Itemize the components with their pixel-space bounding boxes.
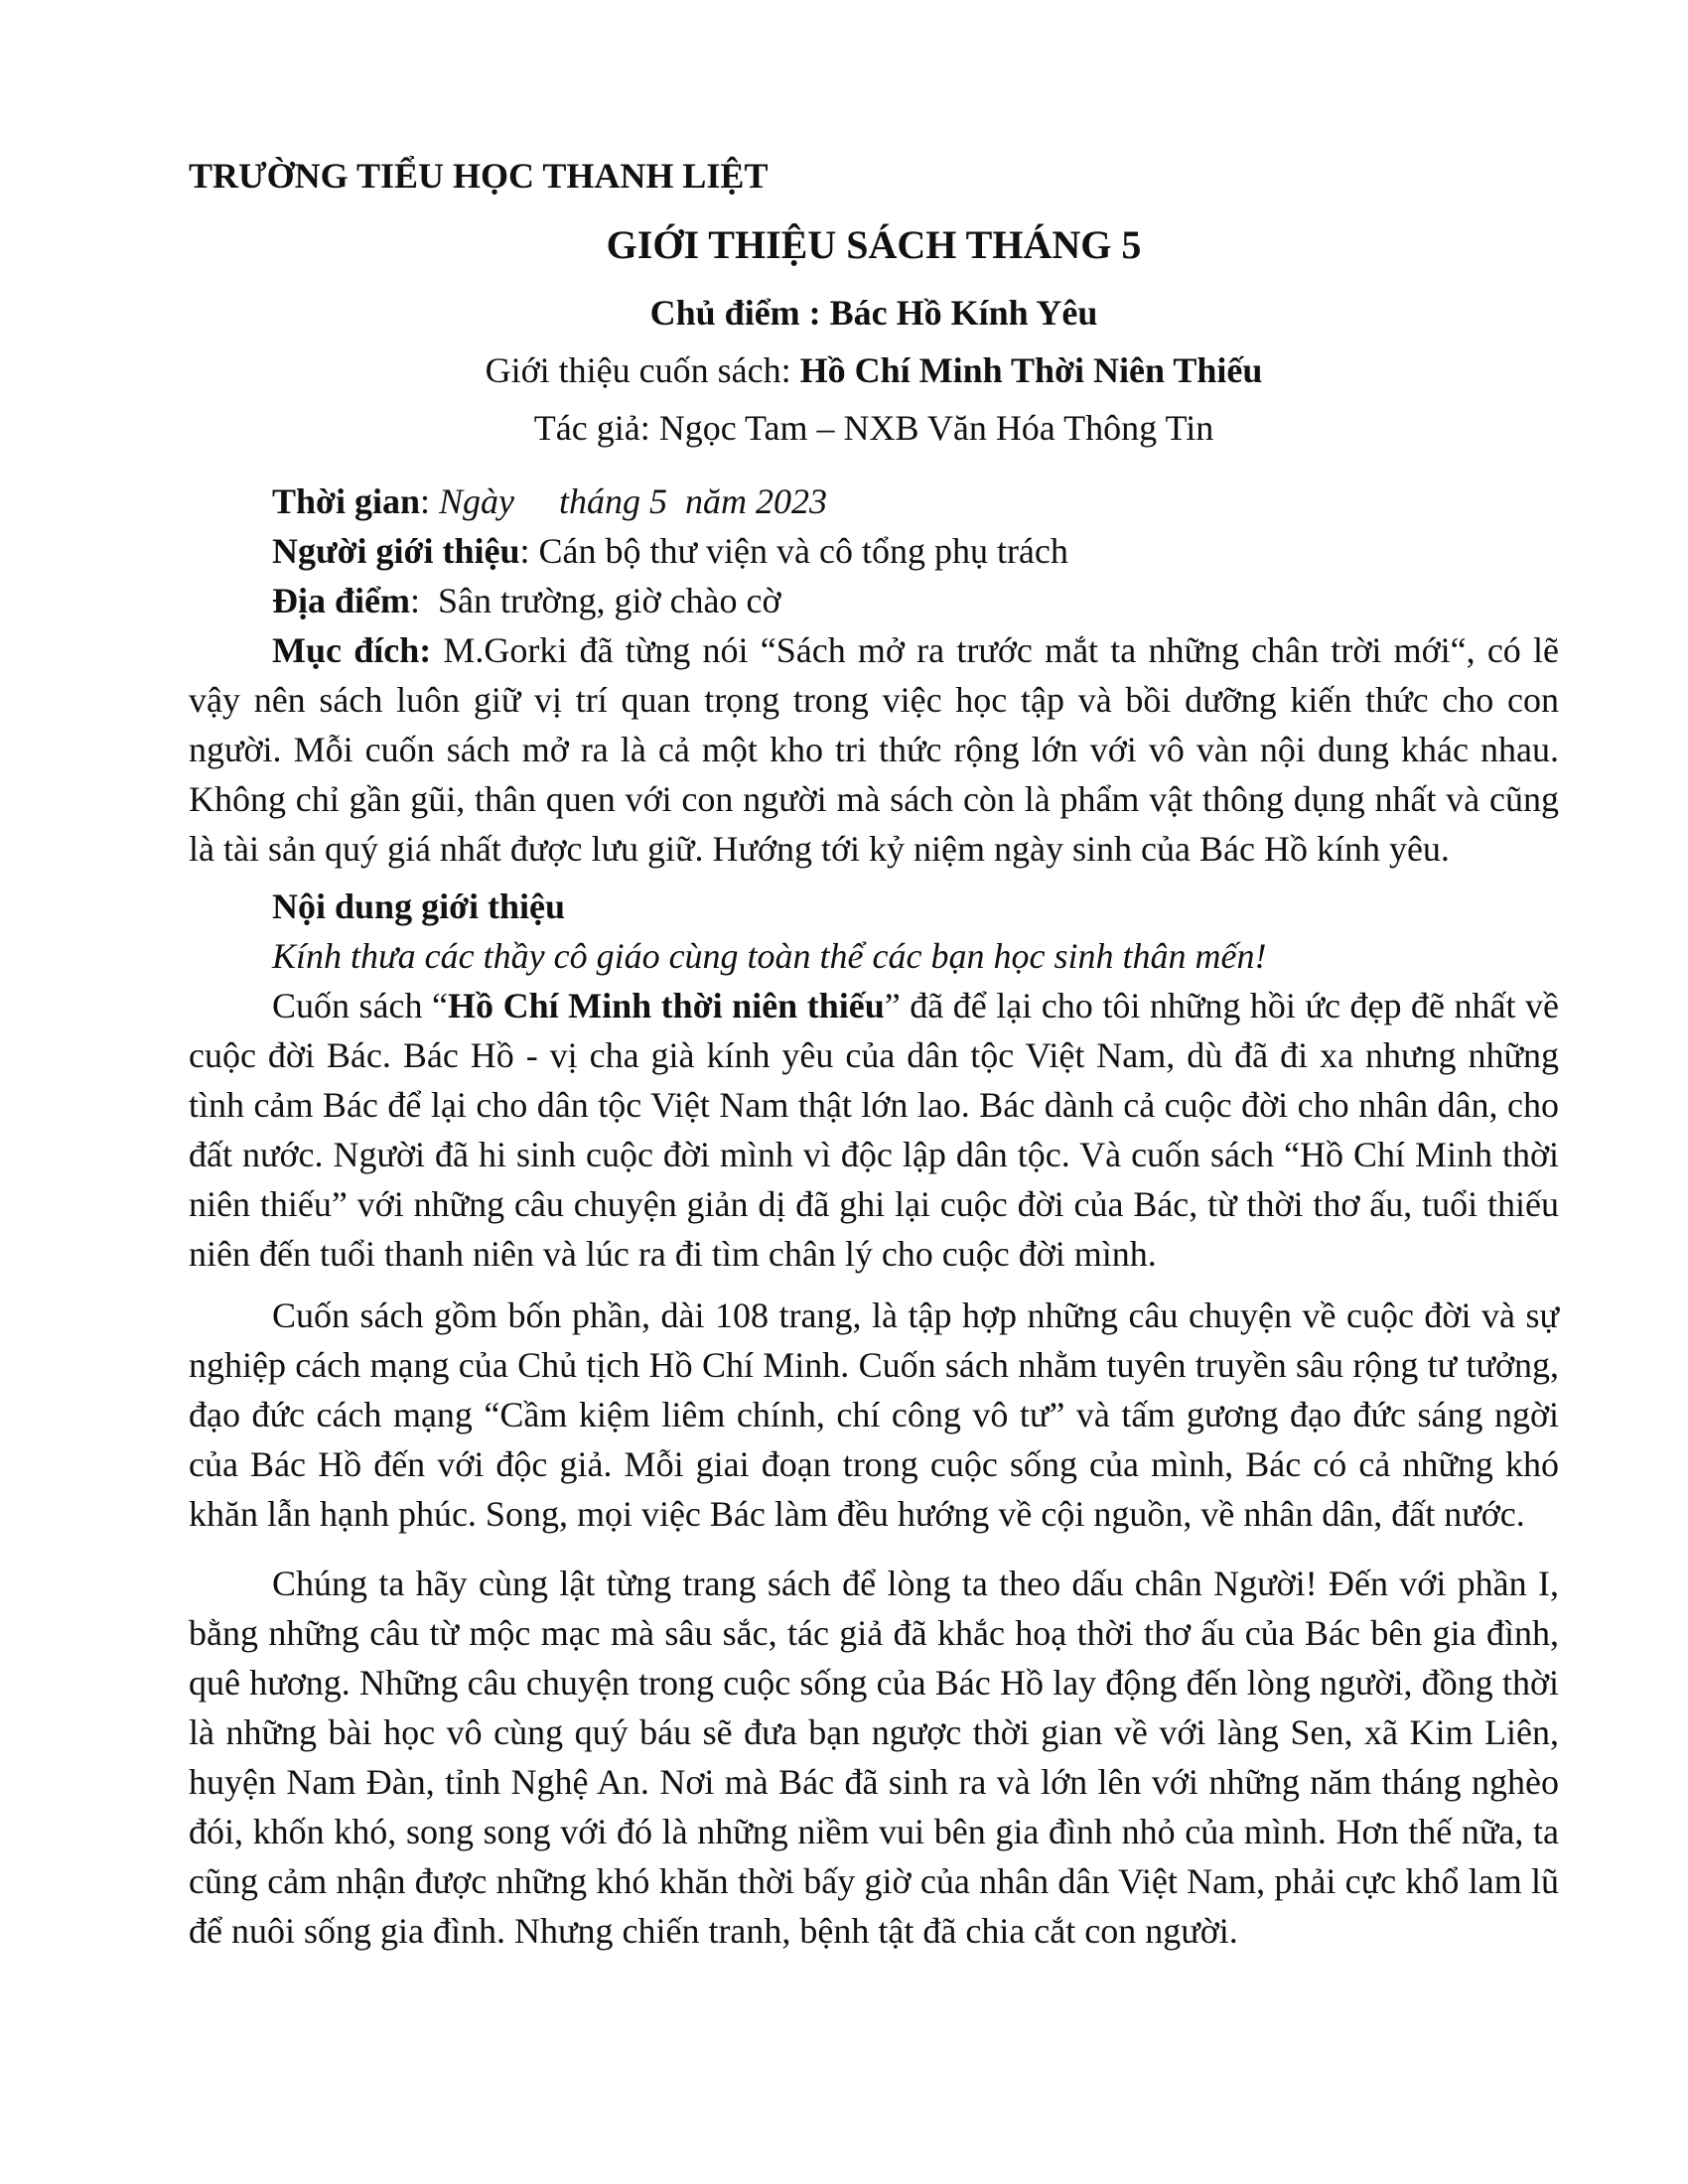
paragraph-3: Chúng ta hãy cùng lật từng trang sách để lòng ta theo dấu chân Người! Đến với phần I, bằng những câu từ mộc mạc mà sâu sắc, tác giả đã khắc hoạ thời thơ ấu của Bác bên gia đình, quê hương. Những câu chuyện trong cuộc sống của Bác Hồ lay động đến lòng người, đồng thời là những bài học vô cùng quý báu sẽ đưa bạn ngược thời gian về với làng Sen, xã Kim Liên, huyện Nam Đàn, tỉnh Nghệ An. Nơi mà Bác đã sinh ra và lớn lên với những năm tháng nghèo đói, khốn khó, song song với đó là những niềm vui bên gia đình nhỏ của mình. Hơn thế nữa, ta cũng cảm nhận được những khó khăn thời bấy giờ của nhân dân Việt Nam, phải cực khổ lam lũ để nuôi sống gia đình. Nhưng chiến tranh, bệnh tật đã chia cắt con người. bbox=[189, 1564, 1559, 1951]
para1-book-title: Hồ Chí Minh thời niên thiếu bbox=[448, 986, 885, 1025]
book-line bbox=[189, 345, 1559, 395]
time-sep: : bbox=[420, 481, 440, 521]
paragraph-1 bbox=[189, 981, 1559, 1279]
greeting-line: Kính thưa các thầy cô giáo cùng toàn thể các bạn học sinh thân mến! bbox=[272, 936, 1267, 976]
theme-line: Chủ điểm : Bác Hồ Kính Yêu bbox=[649, 293, 1098, 333]
para1-before: Cuốn sách “ bbox=[272, 986, 449, 1025]
purpose-label: Mục đích: bbox=[272, 630, 432, 670]
paragraph-2: Cuốn sách gồm bốn phần, dài 108 trang, là tập hợp những câu chuyện về cuộc đời và sự nghiệp cách mạng của Chủ tịch Hồ Chí Minh. Cuốn sách nhằm tuyên truyền sâu rộng tư tưởng, đạo đức cách mạng “Cầm kiệm liêm chính, chí công vô tư” và tấm gương đạo đức sáng ngời của Bác Hồ đến với độc giả. Mỗi giai đoạn trong cuộc sống của mình, Bác có cả những khó khăn lẫn hạnh phúc. Song, mọi việc Bác làm đều hướng về cội nguồn, về nhân dân, đất nước. bbox=[189, 1296, 1559, 1534]
author-line: Tác giả: Ngọc Tam – NXB Văn Hóa Thông Tin bbox=[533, 408, 1214, 448]
school-name: TRƯỜNG TIỂU HỌC THANH LIỆT bbox=[189, 156, 769, 196]
presenter-label: Người giới thiệu bbox=[272, 531, 520, 571]
purpose-text: M.Gorki đã từng nói “Sách mở ra trước mắt ta những chân trời mới“, có lẽ vậy nên sách luôn giữ vị trí quan trọng trong việc học tập và bồi dưỡng kiến thức cho con người. Mỗi cuốn sách mở ra là cả một kho tri thức rộng lớn với vô vàn nội dung khác nhau. Không chỉ gần gũi, thân quen với con người mà sách còn là phẩm vật thông dụng nhất và cũng là tài sản quý giá nhất được lưu giữ. Hướng tới kỷ niệm ngày sinh của Bác Hồ kính yêu. bbox=[189, 630, 1559, 869]
time-line bbox=[189, 477, 1559, 526]
meta-block bbox=[189, 477, 1559, 625]
para1-after: ” đã để lại cho tôi những hồi ức đẹp đẽ nhất về cuộc đời Bác. Bác Hồ - vị cha già kính yêu của dân tộc Việt Nam, dù đã đi xa nhưng những tình cảm Bác để lại cho dân tộc Việt Nam thật lớn lao. Bác dành cả cuộc đời cho nhân dân, cho đất nước. Người đã hi sinh cuộc đời mình vì độc lập dân tộc. Và cuốn sách “Hồ Chí Minh thời niên thiếu” với những câu chuyện giản dị đã ghi lại cuộc đời của Bác, từ thời thơ ấu, tuổi thiếu niên đến tuổi thanh niên và lúc ra đi tìm chân lý cho cuộc đời mình. bbox=[189, 986, 1559, 1274]
location-line bbox=[189, 576, 1559, 625]
presenter-line bbox=[189, 526, 1559, 576]
time-label: Thời gian bbox=[272, 481, 420, 521]
document-title: GIỚI THIỆU SÁCH THÁNG 5 bbox=[606, 222, 1142, 267]
purpose-paragraph bbox=[189, 625, 1559, 874]
location-label: Địa điểm bbox=[272, 581, 410, 620]
presenter-value: : Cán bộ thư viện và cô tổng phụ trách bbox=[519, 531, 1068, 571]
time-value: Ngày tháng 5 năm 2023 bbox=[439, 481, 828, 521]
book-label: Giới thiệu cuốn sách: bbox=[485, 350, 800, 390]
location-value: : Sân trường, giờ chào cờ bbox=[410, 581, 781, 620]
content-heading: Nội dung giới thiệu bbox=[272, 887, 566, 926]
book-name: Hồ Chí Minh Thời Niên Thiếu bbox=[799, 350, 1263, 390]
